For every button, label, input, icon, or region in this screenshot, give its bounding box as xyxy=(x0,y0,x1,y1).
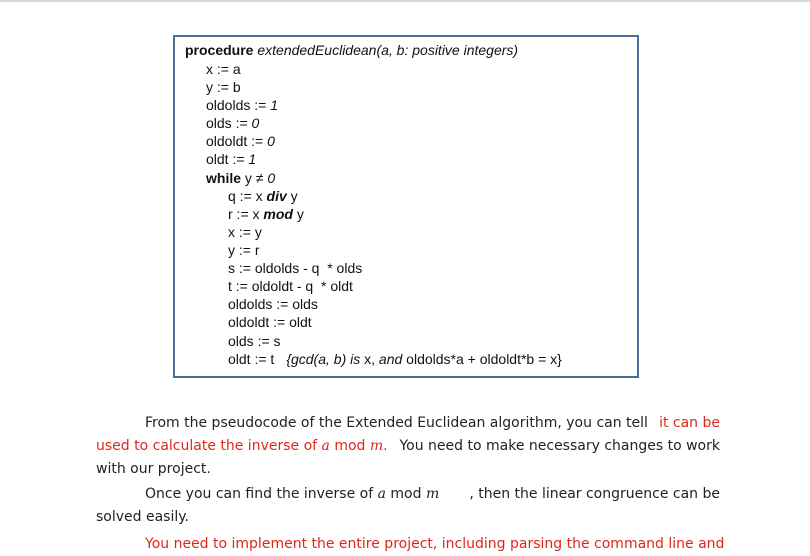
code-line-6-text: oldt := xyxy=(206,151,249,167)
code-line-6 xyxy=(206,150,256,168)
code-line-4 xyxy=(206,114,259,132)
code-line-17 xyxy=(228,350,562,368)
code-line-8-c: y xyxy=(286,188,298,204)
comment-x: x, xyxy=(360,351,379,367)
code-line-9-c: y xyxy=(292,206,304,222)
code-line-11: y := r xyxy=(228,242,260,258)
code-line-9 xyxy=(228,205,304,223)
p2-math-m: m xyxy=(425,486,440,502)
paragraph-3 xyxy=(96,533,725,556)
p1-math-a: a xyxy=(321,438,330,454)
code-line-4-text: olds := xyxy=(206,115,252,131)
paragraph-3-line-1: You need to implement the entire project, including parsing the command line and xyxy=(145,536,725,552)
code-line-15: oldoldt := oldt xyxy=(228,314,312,330)
code-line-17-a: oldt := t xyxy=(228,351,275,367)
code-line-5-text: oldoldt := xyxy=(206,133,268,149)
code-line-12: s := oldolds - q * olds xyxy=(228,260,363,276)
code-line-10: x := y xyxy=(228,224,262,240)
paragraph-2 xyxy=(96,483,720,529)
pseudocode-box xyxy=(173,35,639,378)
p1-red-3: mod xyxy=(329,438,370,454)
code-line-3-value: 1 xyxy=(270,97,279,113)
p1-text-1: From the pseudocode of the Extended Euclidean algorithm, you can tell xyxy=(145,415,648,431)
p1-text-2: You need to make necessary changes to work xyxy=(399,438,720,454)
code-line-8-a: q := x xyxy=(228,188,267,204)
procedure-header xyxy=(185,41,518,59)
code-line-8 xyxy=(228,187,298,205)
code-line-14: oldolds := olds xyxy=(228,296,318,312)
code-line-2: y := b xyxy=(206,79,241,95)
code-line-5-value: 0 xyxy=(267,133,275,149)
comment-equation: oldolds*a + oldoldt*b = x} xyxy=(402,351,562,367)
code-line-9-a: r := x xyxy=(228,206,264,222)
code-line-3 xyxy=(206,96,278,114)
comment-gcd: {gcd(a, b) is xyxy=(286,351,361,367)
p1-line2-left xyxy=(96,435,388,458)
mod-keyword: mod xyxy=(263,206,293,222)
while-keyword: while xyxy=(206,170,242,186)
while-value: 0 xyxy=(267,170,276,186)
top-divider xyxy=(0,0,810,2)
paragraph-1-line-2 xyxy=(96,435,720,458)
p1-math-m: m xyxy=(369,438,384,454)
div-keyword: div xyxy=(266,188,287,204)
code-line-16: olds := s xyxy=(228,333,281,349)
code-line-5 xyxy=(206,132,275,150)
p2-text-3: , then the linear congruence can be xyxy=(469,486,720,502)
p2-line1-left xyxy=(145,483,439,506)
code-line-1: x := a xyxy=(206,61,241,77)
procedure-signature: extendedEuclidean(a, b: positive integers) xyxy=(257,42,519,58)
code-line-3-text: oldolds := xyxy=(206,97,271,113)
code-line-6-value: 1 xyxy=(248,151,257,167)
p2-text-1: Once you can find the inverse of xyxy=(145,486,378,502)
paragraph-1 xyxy=(96,412,720,481)
while-condition: y ≠ xyxy=(241,170,268,186)
paragraph-1-line-3: with our project. xyxy=(96,461,211,477)
code-line-13: t := oldoldt - q * oldt xyxy=(228,278,353,294)
paragraph-2-line-1 xyxy=(96,483,720,506)
procedure-keyword: procedure xyxy=(185,42,254,58)
p2-math-a: a xyxy=(377,486,386,502)
p1-red-2: used to calculate the inverse of xyxy=(96,438,322,454)
p1-red-4: . xyxy=(383,438,388,454)
paragraph-1-line-1 xyxy=(96,412,720,435)
comment-and: and xyxy=(378,351,403,367)
p2-text-2: mod xyxy=(385,486,426,502)
paragraph-2-line-2: solved easily. xyxy=(96,509,189,525)
code-line-4-value: 0 xyxy=(251,115,260,131)
p1-red-1: it can be xyxy=(659,415,720,431)
while-line xyxy=(206,169,275,187)
